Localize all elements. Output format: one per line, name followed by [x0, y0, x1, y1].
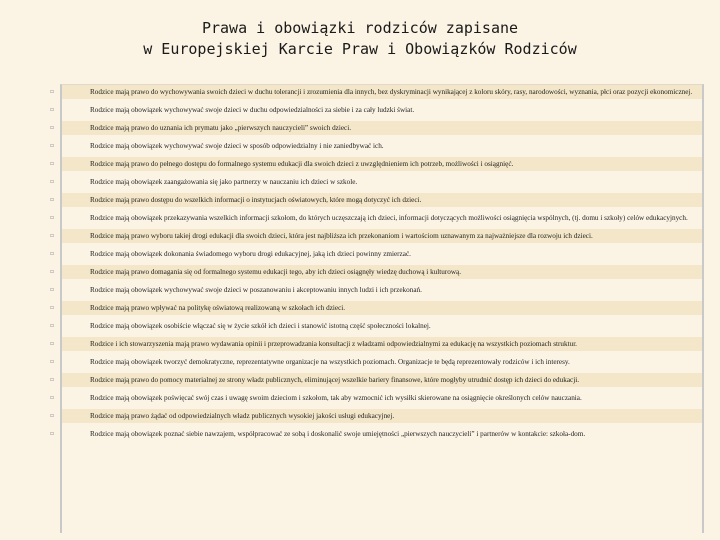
list-item — [50, 85, 702, 99]
list-item-text: Rodzice mają obowiązek poznać siebie nawzajem, współpracować ze sobą i doskonalić swoje umiejętności „pierwszych nauczycieli” i partnerów w kontakcie: szkoła-dom. — [90, 430, 586, 438]
list-item — [50, 265, 702, 279]
list-item-text: Rodzice mają prawo dostępu do wszelkich informacji o instytucjach oświatowych, które mogą dotyczyć ich dzieci. — [90, 196, 422, 204]
bullet-icon: ▫ — [50, 88, 55, 95]
bullet-icon: ▫ — [50, 340, 55, 347]
list-item — [50, 319, 702, 333]
bullet-icon: ▫ — [50, 196, 55, 203]
list-item — [50, 409, 702, 423]
list-item — [50, 427, 702, 441]
bullet-icon: ▫ — [50, 106, 55, 113]
list-item — [50, 355, 702, 369]
bullet-icon: ▫ — [50, 160, 55, 167]
list-item-text: Rodzice mają prawo żądać od odpowiedzialnych władz publicznych wysokiej jakości usługi edukacyjnej. — [90, 412, 395, 420]
list-item — [50, 373, 702, 387]
bullet-icon: ▫ — [50, 376, 55, 383]
bullet-icon: ▫ — [50, 214, 55, 221]
bullet-icon: ▫ — [50, 430, 55, 437]
bullet-icon: ▫ — [50, 124, 55, 131]
list-item-text: Rodzice mają obowiązek wychowywać swoje dzieci w duchu odpowiedzialności za siebie i za cały ludzki świat. — [90, 106, 415, 114]
list-item-text: Rodzice mają obowiązek dokonania świadomego wyboru drogi edukacyjnej, jaką ich dzieci powinny zmierzać. — [90, 250, 411, 258]
slide-title — [42, 18, 678, 68]
list-item — [50, 247, 702, 261]
list-item-text: Rodzice mają obowiązek poświęcać swój czas i uwagę swoim dzieciom i szkołom, tak aby wzmocnić ich wysiłki skierowane na osiągnięcie określonych celów nauczania. — [90, 394, 582, 402]
bullet-icon: ▫ — [50, 178, 55, 185]
list-item-text: Rodzice mają obowiązek wychowywać swoje dzieci w sposób odpowiedzialny i nie zaniedbywać ich. — [90, 142, 384, 150]
list-item-text: Rodzice mają obowiązek zaangażowania się jako partnerzy w nauczaniu ich dzieci w szkole. — [90, 178, 358, 186]
bullet-list — [50, 85, 702, 445]
list-item — [50, 139, 702, 153]
list-item — [50, 103, 702, 117]
bullet-icon: ▫ — [50, 142, 55, 149]
content-panel — [50, 84, 704, 533]
bullet-icon: ▫ — [50, 250, 55, 257]
bullet-icon: ▫ — [50, 268, 55, 275]
list-item-text: Rodzice mają prawo do uznania ich prymatu jako „pierwszych nauczycieli” swoich dzieci. — [90, 124, 352, 132]
list-item — [50, 121, 702, 135]
list-item — [50, 337, 702, 351]
bullet-icon: ▫ — [50, 286, 55, 293]
list-item — [50, 193, 702, 207]
title-line-1: Prawa i obowiązki rodziców zapisane — [201, 19, 519, 37]
list-item-text: Rodzice mają obowiązek wychowywać swoje dzieci w poszanowaniu i akceptowaniu innych ludzi i ich przekonań. — [90, 286, 422, 294]
bullet-icon: ▫ — [50, 232, 55, 239]
list-item-text: Rodzice mają prawo do pomocy materialnej ze strony władz publicznych, eliminującej wszelkie bariery finansowe, które mogłyby utrudnić dostęp ich dzieci do edukacji. — [90, 376, 579, 384]
list-item-text: Rodzice i ich stowarzyszenia mają prawo wydawania opinii i przeprowadzania konsultacji z władzami odpowiedzialnymi za edukację na wszystkich poziomach struktur. — [90, 340, 577, 348]
list-item — [50, 211, 702, 225]
list-item-text: Rodzice mają prawo domagania się od formalnego systemu edukacji tego, aby ich dzieci osiągnęły wiedzę duchową i kulturową. — [90, 268, 462, 276]
list-item — [50, 157, 702, 171]
bullet-icon: ▫ — [50, 394, 55, 401]
bullet-icon: ▫ — [50, 322, 55, 329]
list-item-text: Rodzice mają obowiązek przekazywania wszelkich informacji szkołom, do których uczęszczają ich dzieci, informacji dotyczących możliwości osiągnięcia wspólnych, (tj. domu i szkoły) celów edukacyjnych. — [90, 214, 688, 222]
list-item — [50, 175, 702, 189]
list-item-text: Rodzice mają obowiązek tworzyć demokratyczne, reprezentatywne organizacje na wszystkich poziomach. Organizacje te będą reprezentowały rodziców i ich interesy. — [90, 358, 570, 366]
list-item — [50, 391, 702, 405]
list-item — [50, 301, 702, 315]
list-item-text: Rodzice mają prawo wyboru takiej drogi edukacji dla swoich dzieci, która jest najbliższa ich przekonaniom i wartościom uznawanym za najważniejsze dla rozwoju ich dzieci. — [90, 232, 593, 240]
bullet-icon: ▫ — [50, 412, 55, 419]
title-line-2: w Europejskiej Karcie Praw i Obowiązków Rodziców — [143, 40, 577, 58]
list-item-text: Rodzice mają prawo wpływać na politykę oświatową realizowaną w szkołach ich dzieci. — [90, 304, 346, 312]
list-item — [50, 229, 702, 243]
list-item — [50, 283, 702, 297]
bullet-icon: ▫ — [50, 304, 55, 311]
list-item-text: Rodzice mają obowiązek osobiście włączać się w życie szkół ich dzieci i stanowić istotną część społeczności lokalnej. — [90, 322, 431, 330]
list-item-text: Rodzice mają prawo do pełnego dostępu do formalnego systemu edukacji dla swoich dzieci z uwzględnieniem ich potrzeb, możliwości i osiągnięć. — [90, 160, 514, 168]
bullet-icon: ▫ — [50, 358, 55, 365]
list-item-text: Rodzice mają prawo do wychowywania swoich dzieci w duchu tolerancji i zrozumienia dla innych, bez dyskryminacji wynikającej z koloru skóry, rasy, narodowości, wyznania, płci oraz pozycji ekonomicznej. — [90, 88, 693, 96]
